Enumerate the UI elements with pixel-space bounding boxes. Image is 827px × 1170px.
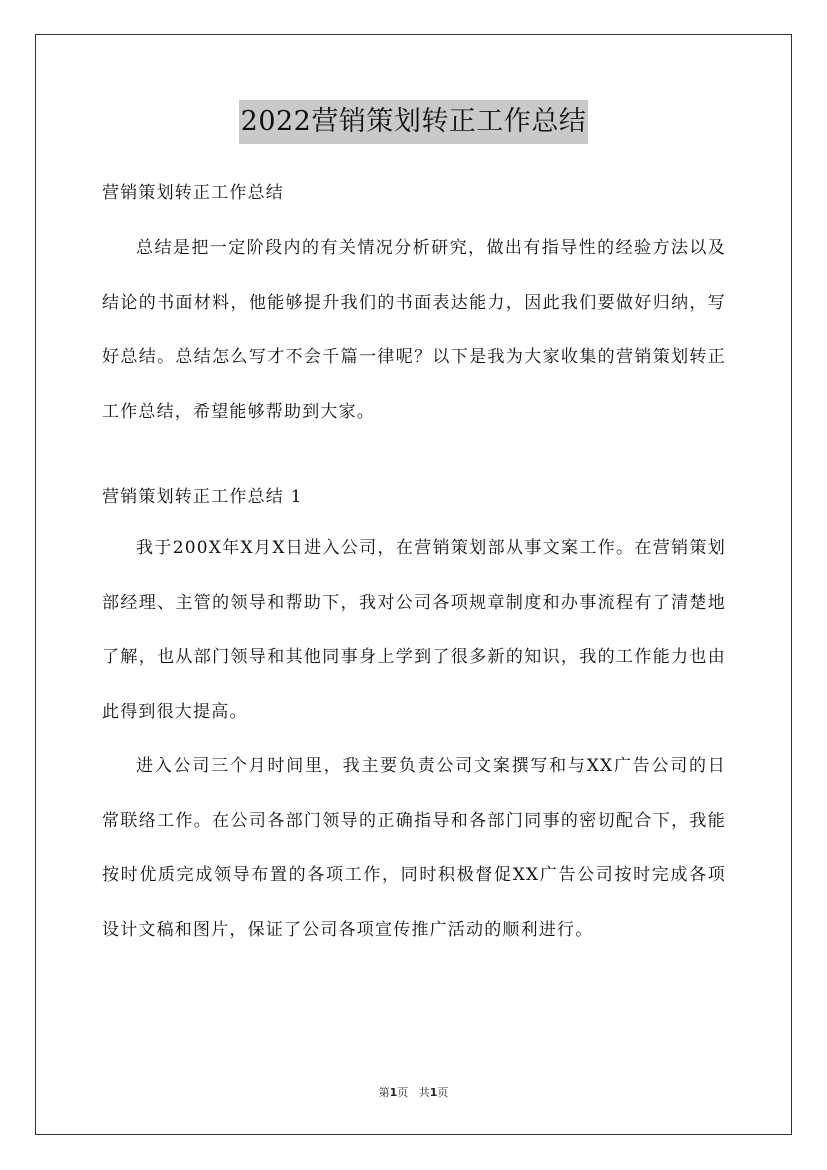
total-pages: 1: [429, 1086, 438, 1099]
document-title: 2022营销策划转正工作总结: [239, 100, 589, 144]
section1-paragraph-2: 进入公司三个月时间里，我主要负责公司文案撰写和与XX广告公司的日常联络工作。在公司各部门领导的正确指导和各部门同事的密切配合下，我能按时优质完成领导布置的各项工作，同时积极督促XX广告公司按时完成各项设计文稿和图片，保证了公司各项宣传推广活动的顺利进行。: [102, 756, 726, 940]
page-footer: [0, 1084, 827, 1100]
page-label-suffix: 页: [397, 1086, 409, 1099]
intro-paragraph: 总结是把一定阶段内的有关情况分析研究，做出有指导性的经验方法以及结论的书面材料，他能够提升我们的书面表达能力，因此我们要做好归纳，写好总结。总结怎么写才不会千篇一律呢？以下是我为大家收集的营销策划转正工作总结，希望能够帮助到大家。: [102, 238, 726, 422]
section-spacer: [102, 439, 726, 479]
title-container: [0, 100, 827, 144]
total-label-suffix: 页: [437, 1086, 449, 1099]
total-label-prefix: 共: [418, 1086, 430, 1099]
section1-paragraph-1: 我于200X年X月X日进入公司，在营销策划部从事文案工作。在营销策划部经理、主管的领导和帮助下，我对公司各项规章制度和办事流程有了清楚地了解，也从部门领导和其他同事身上学到了很多新的知识，我的工作能力也由此得到很大提高。: [102, 538, 726, 722]
page-label-prefix: 第: [378, 1086, 390, 1099]
page-number: 1: [389, 1086, 398, 1099]
document-body: [102, 175, 726, 957]
section1-heading: 营销策划转正工作总结 1: [102, 487, 303, 507]
intro-heading: 营销策划转正工作总结: [102, 183, 284, 203]
